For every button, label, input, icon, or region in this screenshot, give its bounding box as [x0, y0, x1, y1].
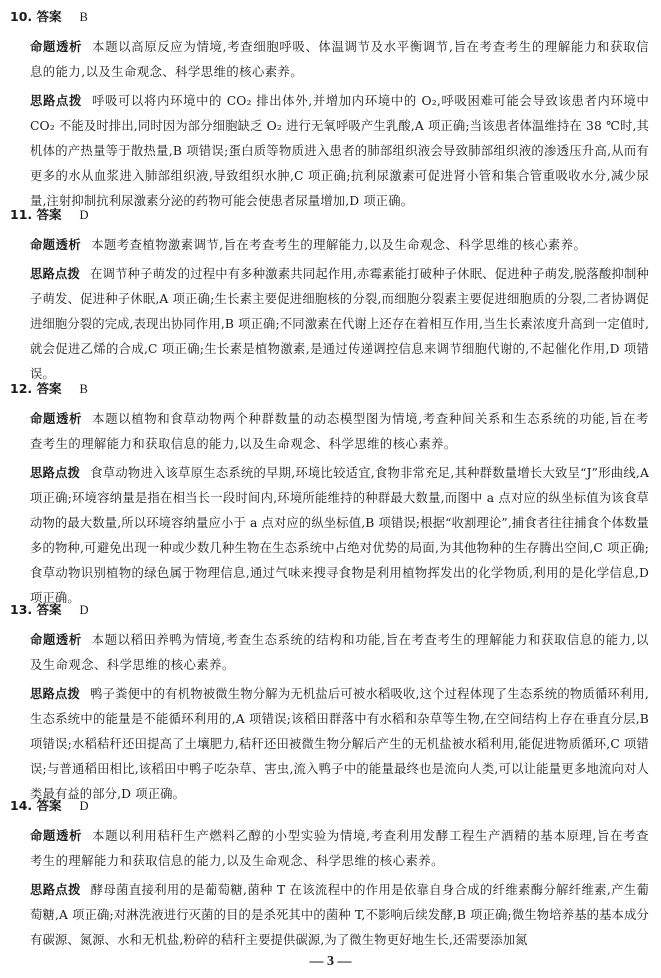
tips-text: 食草动物进入该草原生态系统的早期,环境比较适宜,食物非常充足,其种群数量增长大致呈“J”形曲线,A 项正确;环境容纳量是指在相当长一段时间内,环境所能维持的种群最大数量,而图中 a 点对应的纵坐标值为该食草动物的最大数量,所以环境容纳量应小于 a 点对应的纵坐标值,B 项错误;根据“收割理论”,捕食者往往捕食个体数量多的物种,可避免出现一种或少数几种生物在生态系统中占绝对优势的局面,为其他物种的生存腾出空间,C 项正确;食草动物识别植物的绿色属于物理信息,通过气味来搜寻食物是利用植物挥发出的化学物质,利用的是化学信息,D 项正确。 [30, 466, 649, 605]
tips-paragraph [10, 262, 649, 387]
question-block [10, 206, 649, 387]
question-block [10, 8, 649, 214]
tips-text: 酵母菌直接利用的是葡萄糖,菌种 T 在该流程中的作用是依靠自身合成的纤维素酶分解纤维素,产生葡萄糖,A 项正确;对淋洗液进行灭菌的目的是杀死其中的菌种 T,不影响后续发酵,B 项正确;微生物培养基的基本成分有碳源、氮源、水和无机盐,粉碎的秸秆主要提供碳源,为了微生物更好地生长,还需要添加氮 [30, 883, 650, 947]
tips-paragraph [10, 682, 649, 807]
answer-letter: D [79, 603, 89, 617]
answer-heading [10, 206, 649, 224]
question-block [10, 601, 649, 807]
analysis-label: 命题透析 [30, 829, 83, 843]
answer-heading [10, 797, 649, 815]
analysis-paragraph [10, 628, 649, 678]
answer-label: 答案 [36, 9, 62, 24]
analysis-text: 本题以植物和食草动物两个种群数量的动态模型图为情境,考查种间关系和生态系统的功能,旨在考查考生的理解能力和获取信息的能力,以及生命观念、科学思维的核心素养。 [30, 412, 649, 451]
question-number: 14. [10, 798, 33, 813]
tips-paragraph [10, 878, 649, 953]
answer-label: 答案 [36, 798, 62, 813]
answer-letter: D [79, 208, 89, 222]
analysis-text: 本题以稻田养鸭为情境,考查生态系统的结构和功能,旨在考查考生的理解能力和获取信息的能力,以及生命观念、科学思维的核心素养。 [30, 633, 649, 672]
analysis-label: 命题透析 [30, 412, 83, 426]
analysis-label: 命题透析 [30, 238, 82, 252]
answer-heading [10, 8, 649, 26]
question-number: 12. [10, 381, 33, 396]
analysis-paragraph [10, 824, 649, 874]
question-number: 11. [10, 207, 33, 222]
analysis-label: 命题透析 [30, 40, 83, 54]
question-block [10, 380, 649, 611]
analysis-label: 命题透析 [30, 633, 82, 647]
tips-paragraph [10, 461, 649, 611]
tips-label: 思路点拨 [30, 466, 81, 480]
analysis-text: 本题考查植物激素调节,旨在考查考生的理解能力,以及生命观念、科学思维的核心素养。 [91, 238, 587, 252]
question-number: 10. [10, 9, 33, 24]
analysis-paragraph [10, 407, 649, 457]
page-number: — 3 — [309, 954, 352, 969]
answer-label: 答案 [36, 602, 62, 617]
answer-heading [10, 380, 649, 398]
answer-heading [10, 601, 649, 619]
answer-label: 答案 [36, 207, 62, 222]
answer-letter: D [79, 799, 89, 813]
tips-label: 思路点拨 [30, 687, 81, 701]
analysis-paragraph [10, 35, 649, 85]
question-number: 13. [10, 602, 33, 617]
answer-letter: B [79, 10, 88, 24]
question-block [10, 797, 649, 953]
tips-label: 思路点拨 [30, 883, 81, 897]
tips-text: 鸭子粪便中的有机物被微生物分解为无机盐后可被水稻吸收,这个过程体现了生态系统的物质循环利用,生态系统中的能量是不能循环利用的,A 项错误;该稻田群落中有水稻和杂草等生物,在空间结构上存在垂直分层,B 项错误;水稻秸秆还田提高了土壤肥力,秸秆还田被微生物分解后产生的无机盐被水稻利用,能促进物质循环,C 项错误;与普通稻田相比,该稻田中鸭子吃杂草、害虫,流入鸭子中的能量最终也是流向人类,可以让能量更多地流向对人类最有益的部分,D 项正确。 [30, 687, 649, 801]
analysis-text: 本题以高原反应为情境,考查细胞呼吸、体温调节及水平衡调节,旨在考查考生的理解能力和获取信息的能力,以及生命观念、科学思维的核心素养。 [30, 40, 649, 79]
tips-text: 呼吸可以将内环境中的 CO₂ 排出体外,并增加内环境中的 O₂,呼吸困难可能会导致该患者内环境中 CO₂ 不能及时排出,同时因为部分细胞缺乏 O₂ 进行无氧呼吸产生乳酸,A 项正确;当该患者体温维持在 38 ℃时,其机体的产热量等于散热量,B 项错误;蛋白质等物质进入患者的肺部组织液会导致肺部组织液的渗透压升高,从而有更多的水从血浆进入肺部组织液,导致组织水肿,C 项正确;抗利尿激素可促进肾小管和集合管重吸收水分,减少尿量,注射抑制抗利尿激素分泌的药物可能会使患者尿量增加,D 项正确。 [30, 94, 649, 208]
tips-label: 思路点拨 [30, 94, 83, 108]
analysis-text: 本题以利用秸秆生产燃料乙醇的小型实验为情境,考查利用发酵工程生产酒精的基本原理,旨在考查考生的理解能力和获取信息的能力,以及生命观念、科学思维的核心素养。 [30, 829, 649, 868]
answer-letter: B [79, 382, 88, 396]
tips-text: 在调节种子萌发的过程中有多种激素共同起作用,赤霉素能打破种子休眠、促进种子萌发,脱落酸抑制种子萌发、促进种子休眠,A 项正确;生长素主要促进细胞核的分裂,而细胞分裂素主要促进细胞质的分裂,二者协调促进细胞分裂的完成,表现出协同作用,B 项正确;不同激素在代谢上还存在着相互作用,当生长素浓度升高到一定值时,就会促进乙烯的合成,C 项正确;生长素是植物激素,是通过传递调控信息来调节细胞代谢的,不起催化作用,D 项错误。 [30, 267, 649, 381]
tips-paragraph [10, 89, 649, 214]
tips-label: 思路点拨 [30, 267, 81, 281]
answer-label: 答案 [36, 381, 62, 396]
analysis-paragraph [10, 233, 649, 258]
